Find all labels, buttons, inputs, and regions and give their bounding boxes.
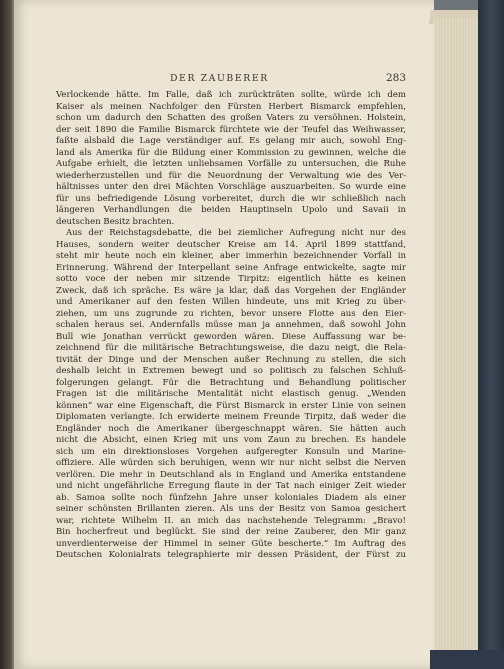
text-line: sotto voce der neben mir sitzende Tirpitz: eigentlich hätte es keinen [56, 274, 406, 284]
text-line: deshalb leicht in Extremen bewegt und so politisch zu falschen Schluß- [56, 366, 406, 376]
text-line: Bull wie Jonathan verrückt geworden wären. Diese Auffassung war be- [56, 331, 406, 342]
text-line: für uns befriedigende Lösung vorbereitet, durch die wir schließlich nach [56, 193, 406, 204]
text-line: Hauses, sondern weiter deutscher Kreise am 14. April 1899 stattfand, [56, 239, 406, 250]
text-line: seiner schönsten Brillanten zieren. Als uns der Besitz von Samoa gesichert [56, 504, 406, 514]
text-line: der seit 1890 die Familie Bismarck fürchtete wie der Teufel das Weihwasser, [56, 124, 406, 135]
book-cover-binding [478, 0, 504, 669]
text-line: Diplomaten verlangte. Ich erwiderte meinem Freunde Tirpitz, daß weder die [56, 412, 406, 422]
text-line: schon um dadurch den Schatten des großen Vaters zu versöhnen. Holstein, [56, 113, 406, 123]
text-line: faßte alsbald die Lage verständiger auf. Es gelang mir auch, sowohl Eng- [56, 136, 406, 146]
body-text [56, 90, 406, 562]
text-line: ab. Samoa sollte noch fünfzehn Jahre unser koloniales Diadem als einer [56, 492, 406, 503]
text-line: hältnisses unter den drei Mächten Vorschläge auszuarbeiten. So wurde eine [56, 182, 406, 192]
text-line: Zweck, daß ich spräche. Es wäre ja klar, daß das Vorgehen der Engländer [56, 285, 406, 296]
text-line: wiederherzustellen und für die Neuordnung der Verwaltung wie des Ver- [56, 170, 406, 181]
text-line: ziehen, um uns zugrunde zu richten, bevor unsere Flotte aus den Eier- [56, 308, 406, 319]
running-header [56, 73, 406, 87]
text-line: Aus der Reichstagsdebatte, die bei ziemlicher Aufregung nicht nur des [66, 228, 406, 238]
book-cover-bottom [430, 650, 504, 669]
text-line: Engländer noch die Amerikaner übergeschnappt wären. Sie hätten auch [56, 423, 406, 434]
text-line: zeichnend für die militärische Betrachtungsweise, die dazu neigt, die Rela- [56, 343, 406, 353]
text-line: Deutschen Kolonialrats telegraphierte mir dessen Präsident, der Fürst zu [56, 550, 406, 560]
page-stack-edges [434, 18, 482, 650]
text-line: nicht die Absicht, einen Krieg mit uns vom Zaun zu brechen. Es handele [56, 435, 406, 445]
text-line: können“ war eine Eigenschaft, die Fürst Bismarck in erster Linie von seinen [56, 400, 406, 411]
text-line: war, richtete Wilhelm II. an mich das nachstehende Telegramm: „Bravo! [56, 515, 406, 526]
text-line: längeren Verhandlungen die beiden Hauptinseln Upolo und Savaii in [56, 205, 406, 215]
text-line: und Amerikaner auf den festen Willen hindeute, uns mit Krieg zu über- [56, 297, 406, 307]
text-line: sich um ein direktionsloses Vorgehen aufgeregter Konsuln und Marine- [56, 446, 406, 457]
text-line: und nicht ungefährliche Erregung flaute in der Tat nach einiger Zeit wieder [56, 481, 406, 491]
text-line: Fragen ist die militärische Mentalität nicht elastisch genug. „Wenden [56, 389, 406, 399]
page-number: 283 [385, 72, 406, 84]
text-line: unverdienterweise der Himmel in seiner Güte bescherte.“ Im Auftrag des [56, 538, 406, 549]
text-line: schalen heraus sei. Andernfalls müsse man ja annehmen, daß sowohl John [56, 320, 406, 330]
text-line: deutschen Besitz brachten. [56, 216, 175, 227]
text-line: verlören. Die mehr in Deutschland als in England und Amerika entstandene [56, 469, 406, 480]
text-line: Bin hocherfreut und beglückt. Sie sind der reine Zauberer, den Mir ganz [56, 527, 406, 537]
text-line: land als Amerika für die Bildung einer Kommission zu gewinnen, welche die [56, 147, 406, 158]
text-line: steht mir heute noch ein kleiner, aber immerhin bezeichnender Vorfall in [56, 251, 406, 261]
text-line: tivität der Dinge und der Menschen außer Rechnung zu stellen, die sich [56, 354, 406, 365]
text-line: Aufgabe erhielt, die letzten unliebsamen Vorfälle zu untersuchen, die Ruhe [56, 159, 406, 169]
text-line: Kaiser als meinen Nachfolger den Fürsten Herbert Bismarck empfehlen, [56, 101, 406, 112]
text-line: Verlockende hätte. Im Falle, daß ich zurückträten sollte, würde ich dem [56, 90, 406, 100]
text-line: folgerungen gelangt. Für die Betrachtung und Behandlung politischer [56, 377, 406, 388]
text-line: offiziere. Alle würden sich beruhigen, wenn wir nur nicht selbst die Nerven [56, 458, 406, 468]
text-line: Erinnerung. Während der Interpellant seine Anfrage entwickelte, sagte mir [56, 262, 406, 273]
running-title: DER ZAUBERER [170, 73, 269, 84]
